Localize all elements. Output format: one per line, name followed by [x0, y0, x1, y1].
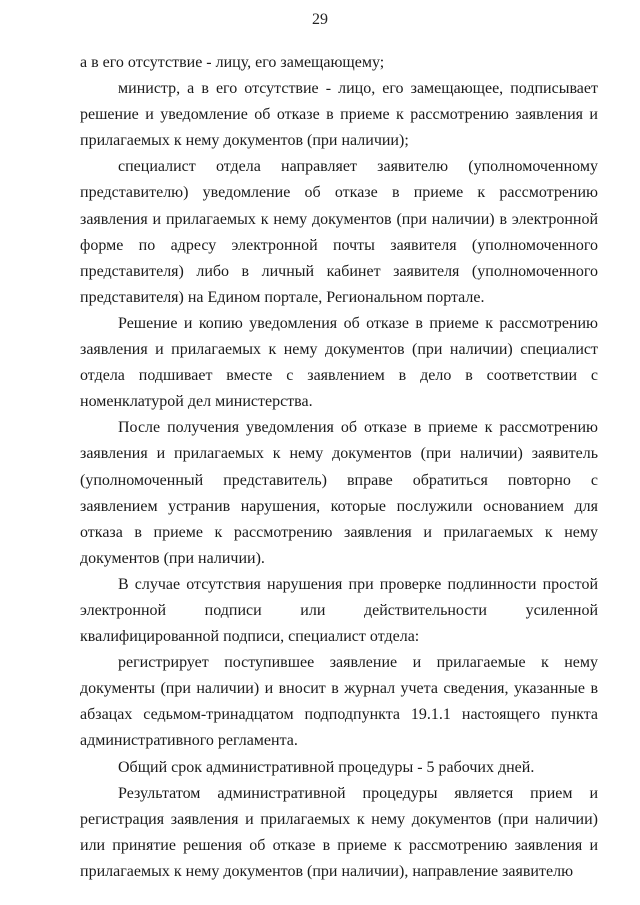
paragraph-3: специалист отдела направляет заявителю (уполномоченному представителю) уведомление об отказе в приеме к рассмотрению заявления и прилагаемых к нему документов (при наличии) в электронной форме по адресу электронной почты заявителя (уполномоченного представителя) либо в личный кабинет заявителя (уполномоченного представителя) на Едином портале, Региональном портале. — [80, 158, 598, 306]
paragraph-7: регистрирует поступившее заявление и прилагаемые к нему документы (при наличии) и вносит в журнал учета сведения, указанные в абзацах седьмом-тринадцатом подподпункта 19.1.1 настоящего пункта административного регламента. — [80, 654, 598, 750]
paragraph-8: Общий срок административной процедуры - 5 рабочих дней. — [118, 758, 535, 776]
document-body — [80, 50, 598, 885]
paragraph-2: министр, а в его отсутствие - лицо, его замещающее, подписывает решение и уведомление об отказе в приеме к рассмотрению заявления и прилагаемых к нему документов (при наличии); — [80, 80, 598, 150]
paragraph-6: В случае отсутствия нарушения при проверке подлинности простой электронной подписи или действительности усиленной квалифицированной подписи, специалист отдела: — [80, 575, 598, 646]
paragraph-9: Результатом административной процедуры является прием и регистрация заявления и прилагаемых к нему документов (при наличии) или принятие решения об отказе в приеме к рассмотрению заявления и прилагаемых к нему документов (при наличии), направление заявителю — [80, 784, 598, 880]
page-number: 29 — [312, 11, 328, 28]
paragraph-1: а в его отсутствие - лицу, его замещающему; — [80, 54, 385, 71]
paragraph-4: Решение и копию уведомления об отказе в приеме к рассмотрению заявления и прилагаемых к нему документов (при наличии) специалист отдела подшивает вместе с заявлением в дело в соответствии с номенклатурой дел министерства. — [80, 314, 598, 411]
paragraph-5: После получения уведомления об отказе в приеме к рассмотрению заявления и прилагаемых к нему документов (при наличии) заявитель (уполномоченный представитель) вправе обратиться повторно с заявлением устранив нарушения, которые послужили основанием для отказа в приеме к рассмотрению заявления и прилагаемых к нему документов (при наличии). — [80, 419, 598, 567]
